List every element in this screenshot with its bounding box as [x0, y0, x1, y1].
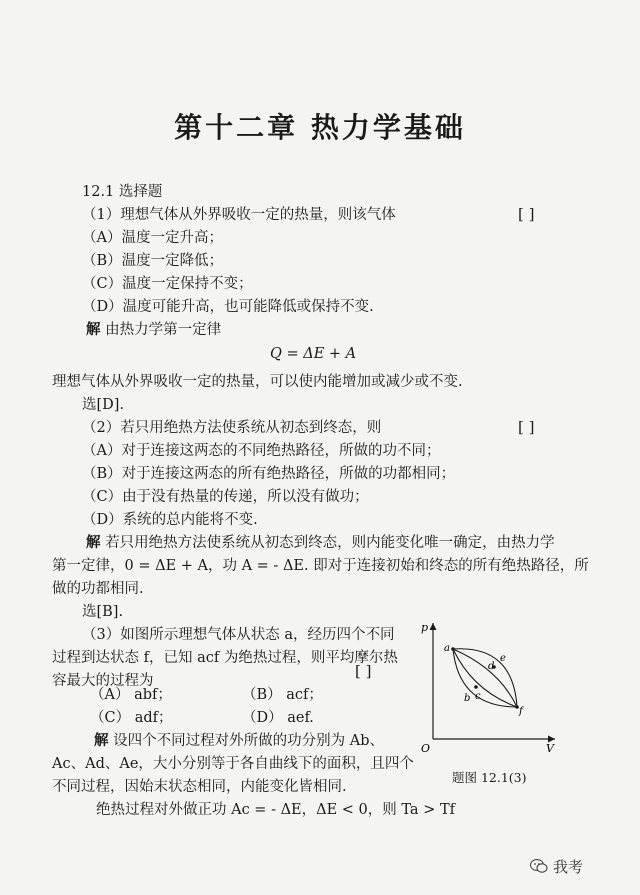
- q3-solution-line-1: [94, 731, 384, 751]
- curve-abf: [453, 649, 517, 707]
- curve-adf: [453, 649, 517, 707]
- q3-solution-text-1: 设四个不同过程对外所做的功分别为 Ab、: [108, 733, 384, 749]
- q2-option-d: （D）系统的总内能将不变.: [82, 512, 258, 528]
- q3-option-c: （C） adf；: [90, 710, 173, 726]
- q2-solution-line-2: 第一定律，0 = ΔE + A，功 A = - ΔE. 即对于连接初始和终态的所有绝热路径，所: [52, 558, 589, 574]
- q1-stem: （1）理想气体从外界吸收一定的热量，则该气体: [82, 207, 396, 223]
- label-c: c: [475, 691, 481, 702]
- q1-option-c: （C）温度一定保持不变；: [82, 276, 253, 292]
- curve-aef: [453, 649, 517, 707]
- q3-answer-bracket: [ ]: [355, 662, 372, 680]
- q1-solution-intro: [86, 320, 221, 340]
- q1-equation: Q = ΔE + A: [270, 346, 357, 362]
- chapter-title: 第十二章 热力学基础: [174, 111, 466, 144]
- label-e: e: [500, 653, 506, 664]
- x-axis-label: V: [546, 742, 554, 755]
- q1-answer-bracket: [ ]: [518, 205, 535, 223]
- q2-option-a: （A）对于连接这两态的不同绝热路径，所做的功不同；: [82, 443, 441, 459]
- q2-answer: 选[B].: [82, 604, 124, 620]
- point-a: [451, 647, 455, 651]
- solution-label: 解: [86, 535, 101, 551]
- q1-answer: 选[D].: [82, 397, 125, 413]
- point-c: [474, 685, 478, 689]
- q3-solution-line-3: 不同过程，因始末状态相同，内能变化皆相同.: [52, 779, 347, 795]
- origin-label: O: [421, 742, 431, 755]
- q1-solution-line: 理想气体从外界吸收一定的热量，可以使内能增加或减少或不变.: [52, 374, 463, 390]
- solution-label: 解: [94, 733, 109, 749]
- solution-label: 解: [86, 322, 101, 338]
- q1-option-d: （D）温度可能升高，也可能降低或保持不变.: [82, 299, 374, 315]
- pv-diagram: [415, 615, 565, 755]
- q2-option-c: （C）由于没有热量的传递，所以没有做功；: [82, 489, 369, 505]
- q2-solution-line-3: 做的功都相同.: [52, 581, 144, 597]
- q3-option-a: （A） abf；: [90, 687, 172, 703]
- q2-solution-line-1: [86, 533, 555, 553]
- q1-solution-text: 由热力学第一定律: [100, 322, 222, 338]
- q2-stem: （2）若只用绝热方法使系统从初态到终态，则: [82, 420, 382, 436]
- figure-caption: 题图 12.1(3): [452, 770, 527, 785]
- q3-stem-line-1: （3）如图所示理想气体从状态 a，经历四个不同: [82, 627, 395, 643]
- q2-answer-bracket: [ ]: [518, 418, 535, 436]
- q3-solution-line-2: Ac、Ad、Ae，大小分别等于各自曲线下的面积，且四个: [52, 756, 414, 772]
- q3-stem-line-3: 容最大的过程为: [52, 673, 154, 689]
- label-f: f: [519, 706, 523, 717]
- section-heading: 12.1 选择题: [82, 184, 163, 200]
- y-axis-label: p: [421, 621, 429, 634]
- label-b: b: [464, 693, 471, 704]
- q3-solution-line-4: 绝热过程对外做正功 Ac = - ΔE，ΔE < 0，则 Ta > Tf: [96, 802, 455, 818]
- q1-option-a: （A）温度一定升高；: [82, 230, 223, 246]
- wechat-icon: [530, 857, 548, 875]
- q3-option-b: （B） acf；: [242, 687, 323, 703]
- q3-option-d: （D） aef.: [242, 710, 314, 726]
- q3-stem-line-2: 过程到达状态 f，已知 acf 为绝热过程，则平均摩尔热: [52, 650, 398, 666]
- q2-option-b: （B）对于连接这两态的所有绝热路径，所做的功都相同；: [82, 466, 456, 482]
- label-a: a: [444, 643, 450, 654]
- label-d: d: [488, 661, 495, 672]
- curve-acf: [453, 649, 517, 707]
- q2-solution-text-1: 若只用绝热方法使系统从初态到终态，则内能变化唯一确定，由热力学: [100, 535, 555, 551]
- q1-option-b: （B）温度一定降低；: [82, 253, 224, 269]
- watermark-text: 我考: [553, 858, 584, 876]
